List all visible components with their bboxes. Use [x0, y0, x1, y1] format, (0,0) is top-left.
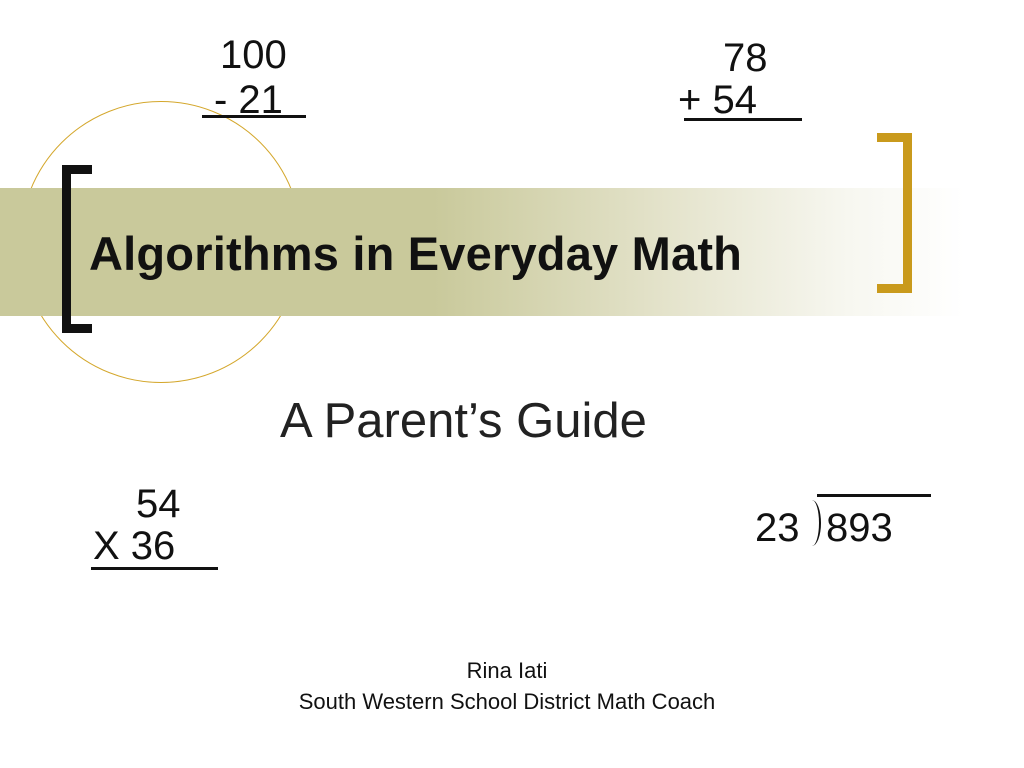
right-bracket — [877, 133, 912, 293]
division-divisor: 23 — [755, 506, 800, 550]
division-dividend: 893 — [826, 506, 893, 550]
author-role: South Western School District Math Coach — [298, 689, 716, 714]
author-name: Rina Iati — [466, 658, 548, 683]
subtraction-bottom-number: - 21 — [214, 78, 283, 122]
subtraction-top-number: 100 — [220, 33, 287, 77]
slide-subtitle: A Parent’s Guide — [280, 394, 647, 448]
addition-underline — [684, 118, 802, 121]
addition-top-number: 78 — [723, 36, 768, 80]
multiplication-top-number: 54 — [136, 482, 181, 526]
division-bracket — [803, 500, 821, 546]
multiplication-underline — [91, 567, 218, 570]
slide-title: Algorithms in Everyday Math — [89, 227, 743, 280]
left-bracket — [62, 165, 92, 333]
addition-bottom-number: + 54 — [678, 78, 757, 122]
multiplication-bottom-number: X 36 — [93, 524, 176, 568]
division-bar — [817, 494, 931, 497]
subtraction-underline — [202, 115, 306, 118]
